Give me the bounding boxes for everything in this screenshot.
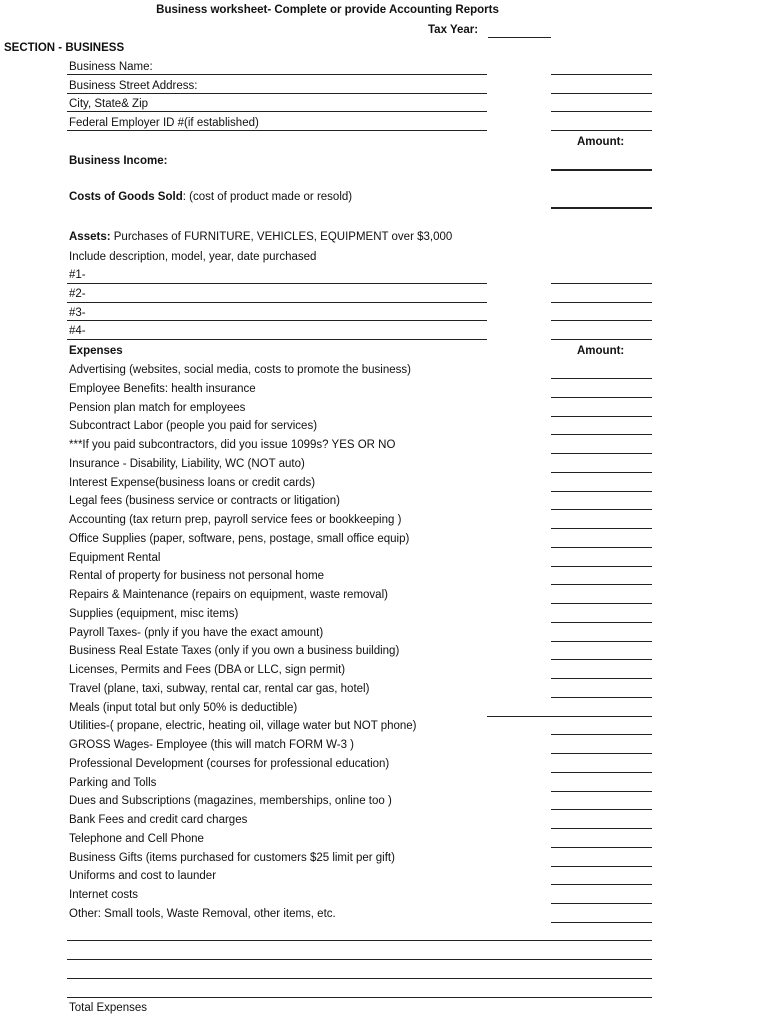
assets-label [69,230,452,244]
expense-amount-field[interactable] [551,903,652,904]
business-address-label: Business Street Address: [69,80,198,92]
expense-item-label: Payroll Taxes- (pnly if you have the exact amount) [69,626,324,639]
expense-item-label: Other: Small tools, Waste Removal, other items, etc. [69,907,336,920]
business-income-field[interactable] [551,169,652,171]
expense-item-label: Pension plan match for employees [69,401,246,414]
amount-header: Amount: [577,136,625,148]
expense-amount-field[interactable] [551,509,652,510]
expense-item-label: Subcontract Labor (people you paid for services) [69,420,318,433]
expense-amount-field[interactable] [551,378,652,379]
blank-line[interactable] [67,978,652,979]
blank-line[interactable] [67,959,652,960]
cogs-field[interactable] [551,207,652,209]
assets-note: Include description, model, year, date purchased [69,251,317,263]
asset-item-field[interactable] [67,283,487,284]
cogs-label-bold: Costs of Goods Sold [69,191,183,203]
expense-item-label: Legal fees (business service or contracts or litigation) [69,495,341,508]
expense-amount-field[interactable] [551,434,652,435]
expense-item-label: Licenses, Permits and Fees (DBA or LLC, sign permit) [69,664,346,676]
total-expenses-label: Total Expenses [69,1002,147,1014]
asset-item-label: #4- [69,325,86,337]
section-heading: SECTION - BUSINESS [4,42,125,54]
asset-item-label: #2- [69,288,86,300]
cogs-label [69,190,352,204]
expense-item-label: Business Real Estate Taxes (only if you own a business building) [69,645,400,658]
business-name-label: Business Name: [69,61,153,73]
expense-amount-field[interactable] [551,772,652,773]
expense-item-label: Insurance - Disability, Liability, WC (NOT auto) [69,457,305,470]
expense-amount-field[interactable] [551,416,652,417]
business-address-field[interactable] [67,93,487,94]
expense-item-label: GROSS Wages- Employee (this will match FORM W-3 ) [69,739,354,751]
expense-amount-field[interactable] [551,678,652,679]
expense-item-label: Office Supplies (paper, software, pens, postage, small office equip) [69,532,410,545]
expense-item-label: ***If you paid subcontractors, did you issue 1099s? YES OR NO [69,439,396,451]
expense-item-label: Advertising (websites, social media, costs to promote the business) [69,364,411,376]
federal-id-field[interactable] [67,130,487,131]
expense-item-label: Interest Expense(business loans or credit cards) [69,476,316,489]
expense-amount-field[interactable] [551,884,652,885]
expense-amount-field[interactable] [551,472,652,473]
asset-item-amount-field[interactable] [551,339,652,340]
asset-item-amount-field[interactable] [551,320,652,321]
cogs-label-rest: : (cost of product made or resold) [182,191,353,203]
expense-amount-field[interactable] [551,397,652,398]
expense-amount-field[interactable] [551,603,652,604]
expense-item-label: Parking and Tolls [69,776,157,789]
expense-amount-field[interactable] [551,734,652,735]
assets-label-rest: Purchases of FURNITURE, VEHICLES, EQUIPMENT over $3,000 [110,231,453,243]
city-state-zip-amount-field[interactable] [551,111,652,112]
expense-amount-field[interactable] [551,753,652,754]
expense-item-label: Accounting (tax return prep, payroll service fees or bookkeeping ) [69,514,402,526]
tax-year-field[interactable] [488,37,551,38]
tax-year-label: Tax Year: [428,24,479,36]
expense-amount-field[interactable] [551,566,652,567]
asset-item-label: #3- [69,307,86,319]
expense-item-label: Repairs & Maintenance (repairs on equipment, waste removal) [69,589,388,601]
asset-item-field[interactable] [67,339,487,340]
expense-item-label: Dues and Subscriptions (magazines, memberships, online too ) [69,795,392,808]
federal-id-amount-field[interactable] [551,130,652,131]
expense-item-label: Uniforms and cost to launder [69,870,217,883]
asset-item-label: #1- [69,269,86,281]
expense-item-label: Travel (plane, taxi, subway, rental car, rental car gas, hotel) [69,682,370,695]
business-address-amount-field[interactable] [551,93,652,94]
expense-item-label: Meals (input total but only 50% is deductible) [69,701,298,714]
expense-amount-field[interactable] [487,716,652,717]
expense-amount-field[interactable] [551,659,652,660]
expenses-amount-header: Amount: [577,345,625,357]
expense-amount-field[interactable] [551,828,652,829]
expense-amount-field[interactable] [551,866,652,867]
asset-item-field[interactable] [67,302,487,303]
expense-amount-field[interactable] [551,922,652,923]
expense-amount-field[interactable] [551,697,652,698]
expense-amount-field[interactable] [551,584,652,585]
expense-item-label: Equipment Rental [69,551,161,564]
expense-amount-field[interactable] [551,453,652,454]
blank-line[interactable] [67,940,652,941]
assets-label-bold: Assets: [69,231,111,243]
business-name-amount-field[interactable] [551,74,652,75]
expense-amount-field[interactable] [551,791,652,792]
asset-item-field[interactable] [67,320,487,321]
expense-item-label: Bank Fees and credit card charges [69,814,248,826]
expenses-heading: Expenses [69,345,123,357]
business-name-field[interactable] [67,74,487,75]
expense-amount-field[interactable] [551,641,652,642]
expense-item-label: Professional Development (courses for professional education) [69,757,390,770]
business-income-label: Business Income: [69,155,168,167]
expense-amount-field[interactable] [551,809,652,810]
expense-item-label: Utilities-( propane, electric, heating oil, village water but NOT phone) [69,720,417,733]
expense-amount-field[interactable] [551,622,652,623]
expense-item-label: Internet costs [69,889,139,901]
page-title: Business worksheet- Complete or provide Accounting Reports [156,4,499,16]
expense-item-label: Business Gifts (items purchased for customers $25 limit per gift) [69,851,395,864]
city-state-zip-field[interactable] [67,111,487,112]
expense-item-label: Supplies (equipment, misc items) [69,607,239,620]
city-state-zip-label: City, State& Zip [69,98,149,110]
expense-amount-field[interactable] [551,547,652,548]
expense-item-label: Rental of property for business not personal home [69,570,325,583]
expense-item-label: Employee Benefits: health insurance [69,382,256,395]
expense-amount-field[interactable] [551,491,652,492]
blank-line[interactable] [67,997,652,998]
asset-item-amount-field[interactable] [551,283,652,284]
asset-item-amount-field[interactable] [551,302,652,303]
expense-amount-field[interactable] [551,528,652,529]
expense-amount-field[interactable] [551,847,652,848]
expense-item-label: Telephone and Cell Phone [69,832,204,845]
federal-id-label: Federal Employer ID #(if established) [69,117,259,129]
